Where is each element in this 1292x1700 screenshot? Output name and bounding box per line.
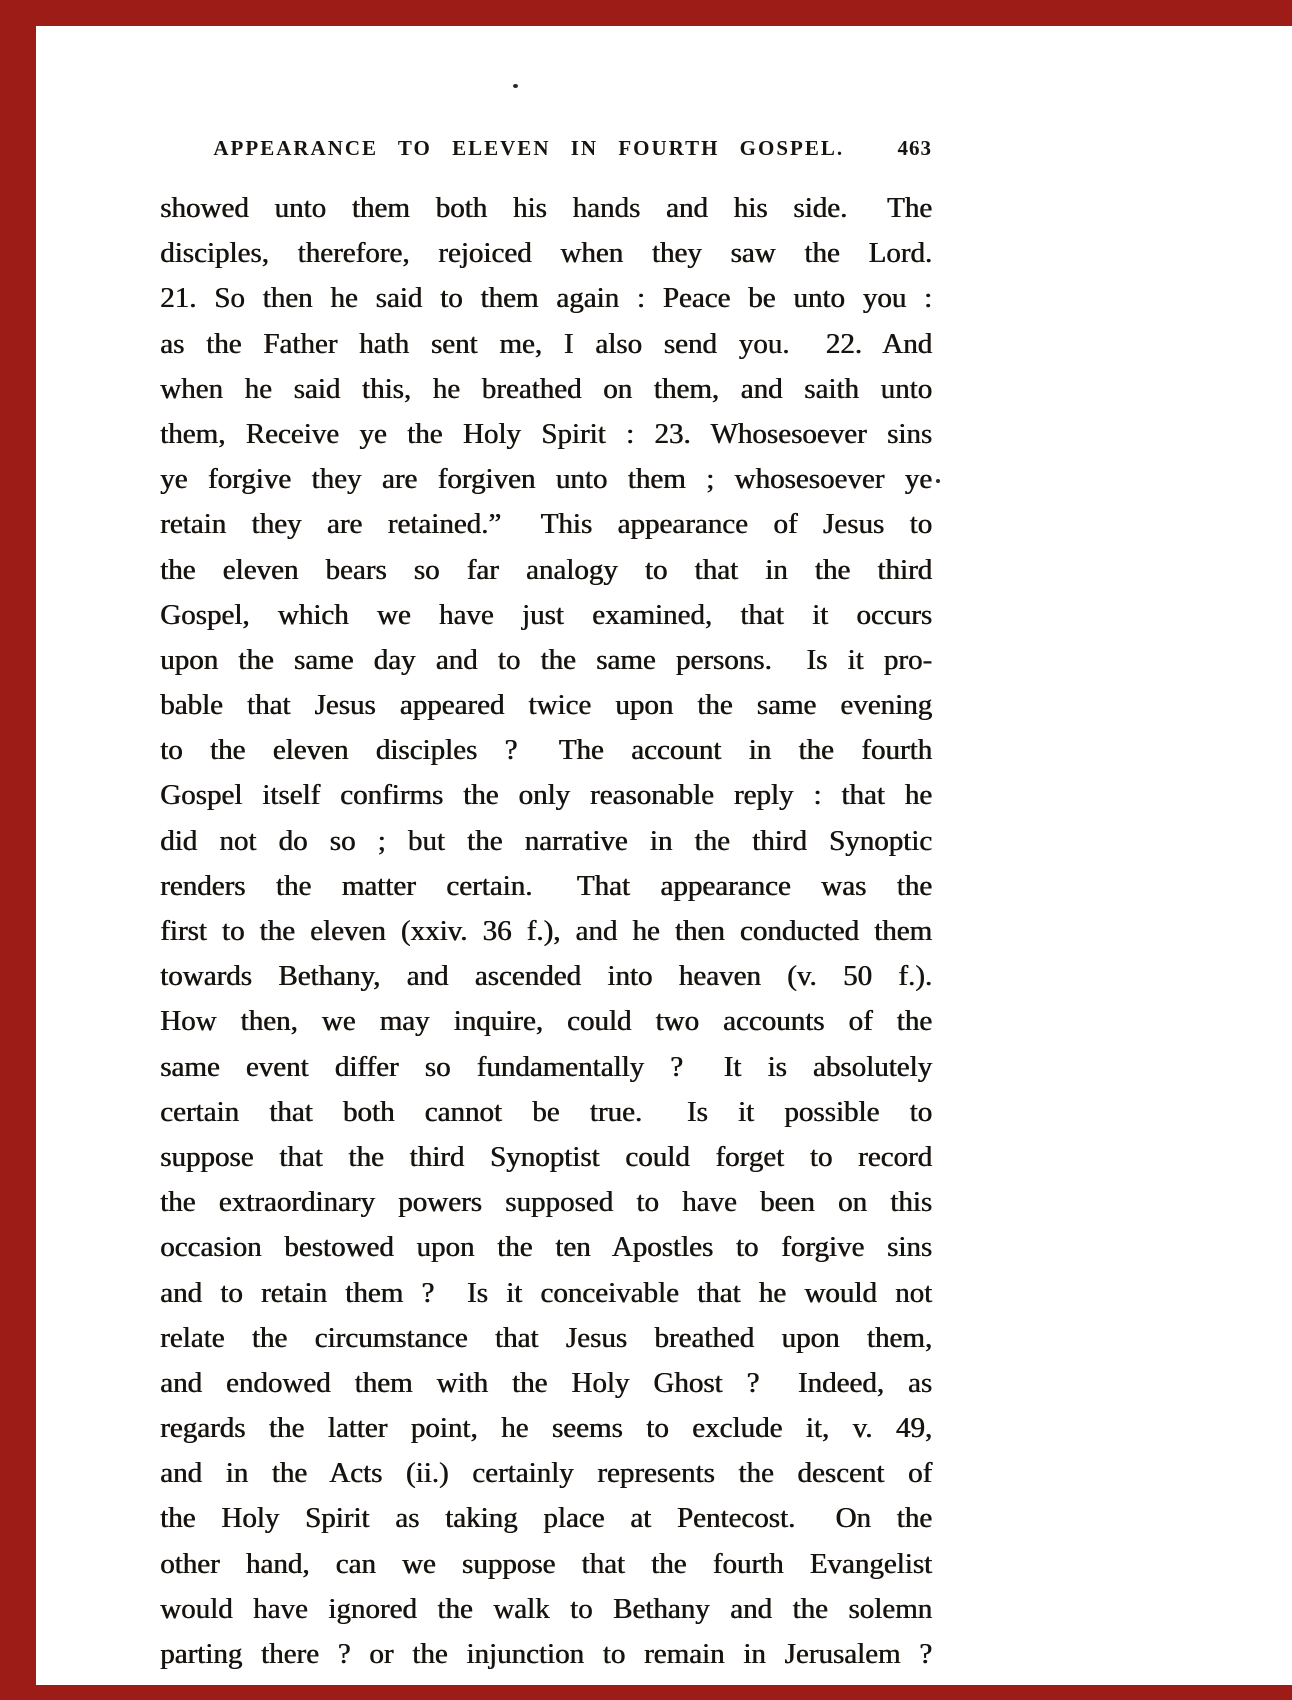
text-line: towards Bethany, and ascended into heaven (v. 50 f.). [160,960,932,993]
text-line: parting there ? or the injunction to remain in Jerusalem ? [160,1638,932,1670]
running-head [160,136,932,161]
text-line: How then, we may inquire, could two accounts of the [160,1005,932,1038]
text-line: certain that both cannot be true. Is it possible to [160,1095,932,1128]
text-line: suppose that the third Synoptist could forget to record [160,1140,932,1173]
text-line: relate the circumstance that Jesus breathed upon them, [160,1321,932,1354]
text-line: Gospel itself confirms the only reasonable reply : that he [160,779,932,812]
text-line: them, Receive ye the Holy Spirit : 23. Whosesoever sins [160,417,932,450]
book-binding-edge-top [0,0,1292,26]
page-number: 463 [897,136,932,160]
text-line: retain they are retained.” This appearance of Jesus to [160,508,932,541]
text-line: 21. So then he said to them again : Peace be unto you : [160,282,932,315]
text-line: and to retain them ? Is it conceivable that he would not [160,1276,932,1309]
text-line: occasion bestowed upon the ten Apostles to forgive sins [160,1231,932,1264]
text-line: bable that Jesus appeared twice upon the same evening [160,689,932,722]
ink-speck [513,84,518,88]
text-line: the eleven bears so far analogy to that in the third [160,553,932,586]
text-line: showed unto them both his hands and his side. The [160,192,932,224]
book-binding-edge-bottom [0,1685,1292,1700]
text-line: regards the latter point, he seems to exclude it, v. 49, [160,1412,932,1445]
text-line: same event differ so fundamentally ? It is absolutely [160,1050,932,1083]
text-line: the Holy Spirit as taking place at Pentecost. On the [160,1502,932,1535]
book-binding-edge-left [0,0,36,1700]
text-line: disciples, therefore, rejoiced when they saw the Lord. [160,237,932,270]
text-line: renders the matter certain. That appearance was the [160,869,932,902]
ink-speck [936,479,940,483]
text-line: Gospel, which we have just examined, that it occurs [160,598,932,631]
text-line: ye forgive they are forgiven unto them ; whosesoever ye [160,463,932,496]
text-line: did not do so ; but the narrative in the third Synoptic [160,824,932,857]
text-line: first to the eleven (xxiv. 36 f.), and he then conducted them [160,915,932,947]
text-line: and in the Acts (ii.) certainly represents the descent of [160,1457,932,1490]
text-line: the extraordinary powers supposed to have been on this [160,1186,932,1219]
text-line: would have ignored the walk to Bethany and the solemn [160,1592,932,1625]
text-line: other hand, can we suppose that the fourth Evangelist [160,1547,932,1580]
text-line: upon the same day and to the same persons. Is it pro- [160,643,932,676]
body-text [160,186,932,1677]
text-line: when he said this, he breathed on them, and saith unto [160,372,932,405]
running-head-title: APPEARANCE TO ELEVEN IN FOURTH GOSPEL. [213,136,845,160]
text-line: and endowed them with the Holy Ghost ? Indeed, as [160,1366,932,1399]
text-line: as the Father hath sent me, I also send you. 22. And [160,327,932,360]
text-line: to the eleven disciples ? The account in the fourth [160,734,932,767]
